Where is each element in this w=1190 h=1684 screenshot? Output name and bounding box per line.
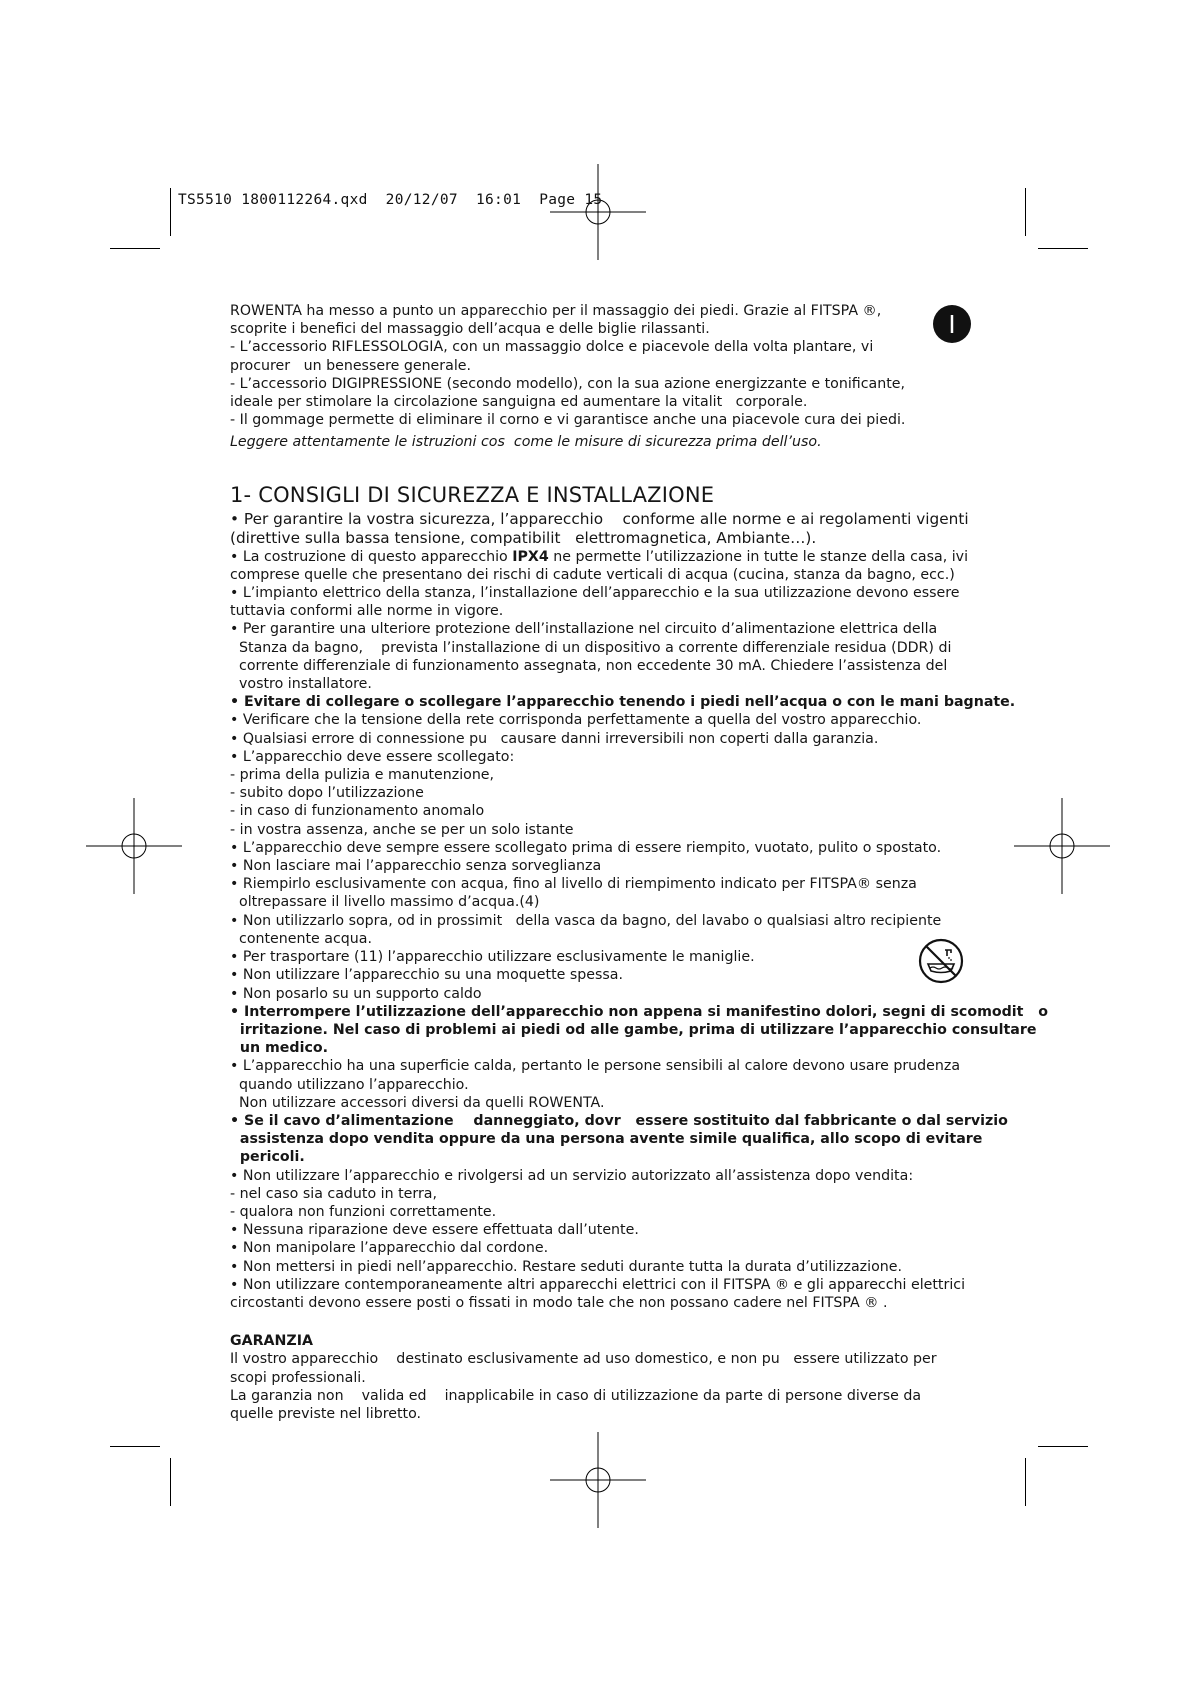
ipx-suffix: ne permette l’utilizzazione in tutte le stanze della casa, ivi [548, 548, 969, 565]
ipx-rating-line [230, 548, 970, 566]
registration-mark-icon [550, 1432, 646, 1528]
safety-line: • Non utilizzare l’apparecchio su una moquette spessa. [230, 967, 624, 984]
safety-line-bold: un medico. [230, 1040, 328, 1057]
safety-line-bold: assistenza dopo vendita oppure da una persona avente simile qualifica, allo scopo di evitare [230, 1131, 983, 1148]
safety-line: • L’impianto elettrico della stanza, l’installazione dell’apparecchio e la sua utilizzazione devono essere [230, 585, 960, 602]
ipx-rating: IPX4 [512, 548, 549, 565]
page-content [230, 302, 1048, 1423]
safety-line: - qualora non funzioni correttamente. [230, 1203, 497, 1220]
warranty-line: Il vostro apparecchio destinato esclusivamente ad uso domestico, e non pu essere utilizzato per [230, 1351, 937, 1368]
safety-line: - subito dopo l’utilizzazione [230, 785, 424, 802]
registration-mark-icon [86, 798, 182, 894]
safety-line: circostanti devono essere posti o fissati in modo tale che non possano cadere nel FITSPA ® . [230, 1294, 888, 1311]
section-lead-line: (direttive sulla bassa tensione, compatibilit elettromagnetica, Ambiante…). [230, 528, 817, 547]
safety-line: • Non manipolare l’apparecchio dal cordone. [230, 1240, 549, 1257]
intro-italic-note: Leggere attentamente le istruzioni cos come le misure di sicurezza prima dell’uso. [230, 434, 822, 451]
safety-line: tuttavia conformi alle norme in vigore. [230, 603, 504, 620]
safety-line: comprese quelle che presentano dei rischi di cadute verticali di acqua (cucina, stanza da bagno, ecc.) [230, 566, 955, 583]
safety-line: • Non lasciare mai l’apparecchio senza sorveglianza [230, 858, 602, 875]
safety-line-bold: • Interrompere l’utilizzazione dell’apparecchio non appena si manifestino dolori, segni di scomodit o [230, 1003, 1048, 1020]
crop-mark [110, 1446, 160, 1447]
warranty-line: scopi professionali. [230, 1369, 366, 1386]
registration-mark-icon [550, 164, 646, 260]
language-badge: I [933, 305, 971, 343]
safety-line: • L’apparecchio deve essere scollegato: [230, 748, 515, 765]
crop-mark [170, 1458, 171, 1506]
crop-mark [1025, 1458, 1026, 1506]
safety-line: • Non utilizzare contemporaneamente altri apparecchi elettrici con il FITSPA ® e gli apparecchi elettrici [230, 1276, 966, 1293]
crop-mark [170, 188, 171, 236]
safety-line: Stanza da bagno, prevista l’installazione di un dispositivo a corrente differenziale residua (DDR) di [230, 639, 952, 656]
safety-line: • Nessuna riparazione deve essere effettuata dall’utente. [230, 1222, 639, 1239]
safety-line: • Verificare che la tensione della rete corrisponda perfettamente a quella del vostro apparecchio. [230, 712, 922, 729]
intro-line: ideale per stimolare la circolazione sanguigna ed aumentare la vitalit corporale. [230, 394, 808, 411]
registration-mark-icon [1014, 798, 1110, 894]
safety-line: corrente differenziale di funzionamento assegnata, non eccedente 30 mA. Chiedere l’assistenza del [230, 657, 948, 674]
safety-line: • Non mettersi in piedi nell’apparecchio. Restare seduti durante tutta la durata d’utilizzazione. [230, 1258, 902, 1275]
safety-line: - prima della pulizia e manutenzione, [230, 767, 495, 784]
safety-line: vostro installatore. [230, 676, 372, 693]
warranty-title: GARANZIA [230, 1333, 313, 1350]
crop-mark [1038, 248, 1088, 249]
ipx-prefix: • La costruzione di questo apparecchio [230, 548, 513, 565]
safety-list [230, 566, 1048, 1312]
print-slug-line: TS5510 1800112264.qxd 20/12/07 16:01 Page 15 [178, 192, 603, 208]
section-lead-line: • Per garantire la vostra sicurezza, l’apparecchio conforme alle norme e ai regolamenti vigenti [230, 509, 969, 528]
warranty-line: La garanzia non valida ed inapplicabile in caso di utilizzazione da parte di persone diverse da [230, 1387, 922, 1404]
safety-line: • Non posarlo su un supporto caldo [230, 985, 482, 1002]
intro-line: - L’accessorio RIFLESSOLOGIA, con un massaggio dolce e piacevole della volta plantare, vi [230, 339, 874, 356]
safety-line: • L’apparecchio ha una superficie calda, pertanto le persone sensibili al calore devono usare prudenza [230, 1058, 961, 1075]
intro-line: - Il gommage permette di eliminare il corno e vi garantisce anche una piacevole cura dei piedi. [230, 412, 906, 429]
safety-line-bold: • Se il cavo d’alimentazione danneggiato, dovr essere sostituito dal fabbricante o dal servizio [230, 1112, 1008, 1129]
safety-line: - in vostra assenza, anche se per un solo istante [230, 821, 574, 838]
safety-line: • Riempirlo esclusivamente con acqua, fino al livello di riempimento indicato per FITSPA® senza [230, 876, 917, 893]
safety-line: • L’apparecchio deve sempre essere scollegato prima di essere riempito, vuotato, pulito o spostato. [230, 839, 942, 856]
intro-line: ROWENTA ha messo a punto un apparecchio per il massaggio dei piedi. Grazie al FITSPA ®, [230, 303, 882, 319]
safety-line: Non utilizzare accessori diversi da quelli ROWENTA. [230, 1094, 605, 1111]
crop-mark [1038, 1446, 1088, 1447]
safety-line: • Non utilizzare l’apparecchio e rivolgersi ad un servizio autorizzato all’assistenza dopo vendita: [230, 1167, 914, 1184]
safety-line-bold: pericoli. [230, 1149, 305, 1166]
intro-line: procurer un benessere generale. [230, 357, 471, 374]
section-heading: 1- CONSIGLI DI SICUREZZA E INSTALLAZIONE [230, 482, 715, 507]
safety-line: • Non utilizzarlo sopra, od in prossimit della vasca da bagno, del lavabo o qualsiasi altro recipiente [230, 912, 942, 929]
warranty-line: quelle previste nel libretto. [230, 1405, 422, 1422]
crop-mark [110, 248, 160, 249]
safety-line: contenente acqua. [230, 930, 372, 947]
safety-line: • Per garantire una ulteriore protezione dell’installazione nel circuito d’alimentazione elettrica della [230, 621, 938, 638]
no-bathtub-warning-icon [918, 938, 964, 984]
intro-line: - L’accessorio DIGIPRESSIONE (secondo modello), con la sua azione energizzante e tonificante, [230, 375, 905, 392]
safety-line-bold: irritazione. Nel caso di problemi ai piedi od alle gambe, prima di utilizzare l’apparecchio consultare [230, 1021, 1037, 1038]
safety-line: - nel caso sia caduto in terra, [230, 1185, 438, 1202]
safety-line: - in caso di funzionamento anomalo [230, 803, 485, 820]
crop-mark [1025, 188, 1026, 236]
safety-line: • Qualsiasi errore di connessione pu causare danni irreversibili non coperti dalla garanzia. [230, 730, 879, 747]
safety-line: • Per trasportare (11) l’apparecchio utilizzare esclusivamente le maniglie. [230, 949, 755, 966]
safety-line-bold: • Evitare di collegare o scollegare l’apparecchio tenendo i piedi nell’acqua o con le mani bagnate. [230, 694, 1016, 711]
intro-paragraph [230, 302, 970, 452]
safety-line: quando utilizzano l’apparecchio. [230, 1076, 469, 1093]
intro-line: scoprite i benefici del massaggio dell’acqua e delle biglie rilassanti. [230, 321, 710, 338]
safety-line: oltrepassare il livello massimo d’acqua.(4) [230, 894, 540, 911]
